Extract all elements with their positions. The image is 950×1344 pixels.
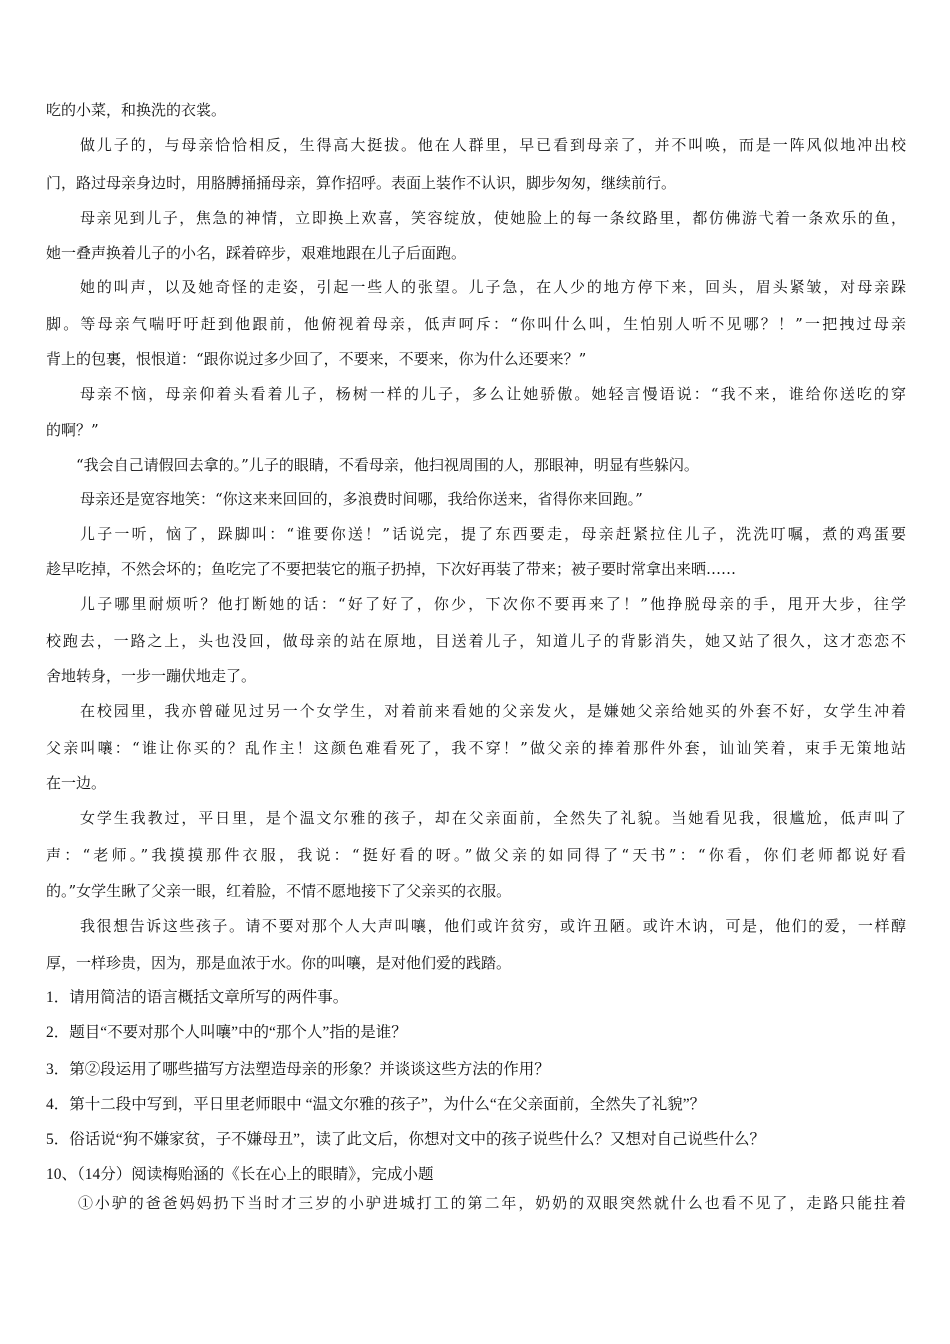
passage-line: 做儿子的，与母亲恰恰相反，生得高大挺拔。他在人群里，早已看到母亲了，并不叫唤，而是一阵风似地冲出校 [80,136,906,154]
passage-line: 她一叠声换着儿子的小名，踩着碎步，艰难地跟在儿子后面跑。 [46,244,467,262]
passage-line: “我会自己请假回去拿的。”儿子的眼睛，不看母亲，他扫视周围的人，那眼神，明显有些躲闪。 [76,456,699,474]
passage-line: 的啊？” [46,421,99,439]
question-item: 3．第②段运用了哪些描写方法塑造母亲的形象？并谈谈这些方法的作用？ [46,1061,550,1078]
passage-line: 母亲还是宽容地笑：“你这来来回回的，多浪费时间哪，我给你送来，省得你来回跑。” [80,490,643,508]
passage-line: 脚。等母亲气喘吁吁赶到他跟前，他俯视着母亲，低声呵斥：“你叫什么叫，生怕别人听不见哪？！”一把拽过母亲 [46,315,906,333]
passage-line: 吃的小菜，和换洗的衣裳。 [46,101,227,119]
section-heading: 10、（14分）阅读梅贻涵的《长在心上的眼睛》，完成小题 [46,1166,434,1183]
passage-line: 在一边。 [46,774,107,792]
passage-line: 门，路过母亲身边时，用胳膊捅捅母亲，算作招呼。表面上装作不认识，脚步匆匆，继续前行。 [46,174,677,192]
passage-line: 母亲不恼，母亲仰着头看着儿子，杨树一样的儿子，多么让她骄傲。她轻言慢语说：“我不来，谁给你送吃的穿 [80,385,906,403]
question-item: 1．请用简洁的语言概括文章所写的两件事。 [46,989,349,1006]
passage-line: 厚，一样珍贵，因为，那是血浓于水。你的叫嚷，是对他们爱的践踏。 [46,954,512,972]
passage-line: 背上的包裹，恨恨道：“跟你说过多少回了，不要来，不要来，你为什么还要来？” [46,350,587,368]
passage-line: 儿子哪里耐烦听？他打断她的话：“好了好了，你少，下次你不要再来了！”他挣脱母亲的手，甩开大步，往学 [80,595,906,613]
passage-line: 我很想告诉这些孩子。请不要对那个人大声叫嚷，他们或许贫穷，或许丑陋。或许木讷，可是，他们的爱，一样醇 [80,917,906,935]
passage-line: 声：“老师。”我摸摸那件衣服，我说：“挺好看的呀。”做父亲的如同得了“天书”：“你看，你们老师都说好看 [46,846,906,864]
question-item: 4．第十二段中写到，平日里老师眼中 “温文尔雅的孩子”，为什么“在父亲面前，全然失了礼貌”？ [46,1096,706,1113]
passage-line: 女学生我教过，平日里，是个温文尔雅的孩子，却在父亲面前，全然失了礼貌。当她看见我，很尴尬，低声叫了 [80,809,906,827]
question-item: 5．俗话说“狗不嫌家贫，子不嫌母丑”，读了此文后，你想对文中的孩子说些什么？又想对自己说些什么？ [46,1131,766,1148]
passage-line: 舍地转身，一步一蹦伏地走了。 [46,667,257,685]
passage-line: ①小驴的爸爸妈妈扔下当时才三岁的小驴进城打工的第二年，奶奶的双眼突然就什么也看不见了，走路只能拄着 [78,1194,906,1212]
passage-line: 在校园里，我亦曾碰见过另一个女学生，对着前来看她的父亲发火，是嫌她父亲给她买的外套不好，女学生冲着 [80,702,906,720]
passage-line: 她的叫声，以及她奇怪的走姿，引起一些人的张望。儿子急，在人少的地方停下来，回头，眉头紧皱，对母亲跺 [80,278,906,296]
passage-line: 母亲见到儿子，焦急的神情，立即换上欢喜，笑容绽放，使她脸上的每一条纹路里，都仿佛游弋着一条欢乐的鱼， [80,209,906,227]
passage-line: 趁早吃掉，不然会坏的；鱼吃完了不要把装它的瓶子扔掉，下次好再装了带来；被子要时常拿出来晒…… [46,560,737,578]
passage-line: 校跑去，一路之上，头也没回，做母亲的站在原地，目送着儿子，知道儿子的背影消失，她又站了很久，这才恋恋不 [46,632,906,650]
passage-line: 父亲叫嚷：“谁让你买的？乱作主！这颜色难看死了，我不穿！”做父亲的捧着那件外套，讪讪笑着，束手无策地站 [46,739,906,757]
passage-line: 的。”女学生瞅了父亲一眼，红着脸，不情不愿地接下了父亲买的衣服。 [46,882,512,900]
question-item: 2．题目“不要对那个人叫嚷”中的“那个人”指的是谁？ [46,1024,407,1041]
passage-line: 儿子一听，恼了，跺脚叫：“谁要你送！”话说完，提了东西要走，母亲赶紧拉住儿子，洗洗叮嘱，煮的鸡蛋要 [80,525,906,543]
